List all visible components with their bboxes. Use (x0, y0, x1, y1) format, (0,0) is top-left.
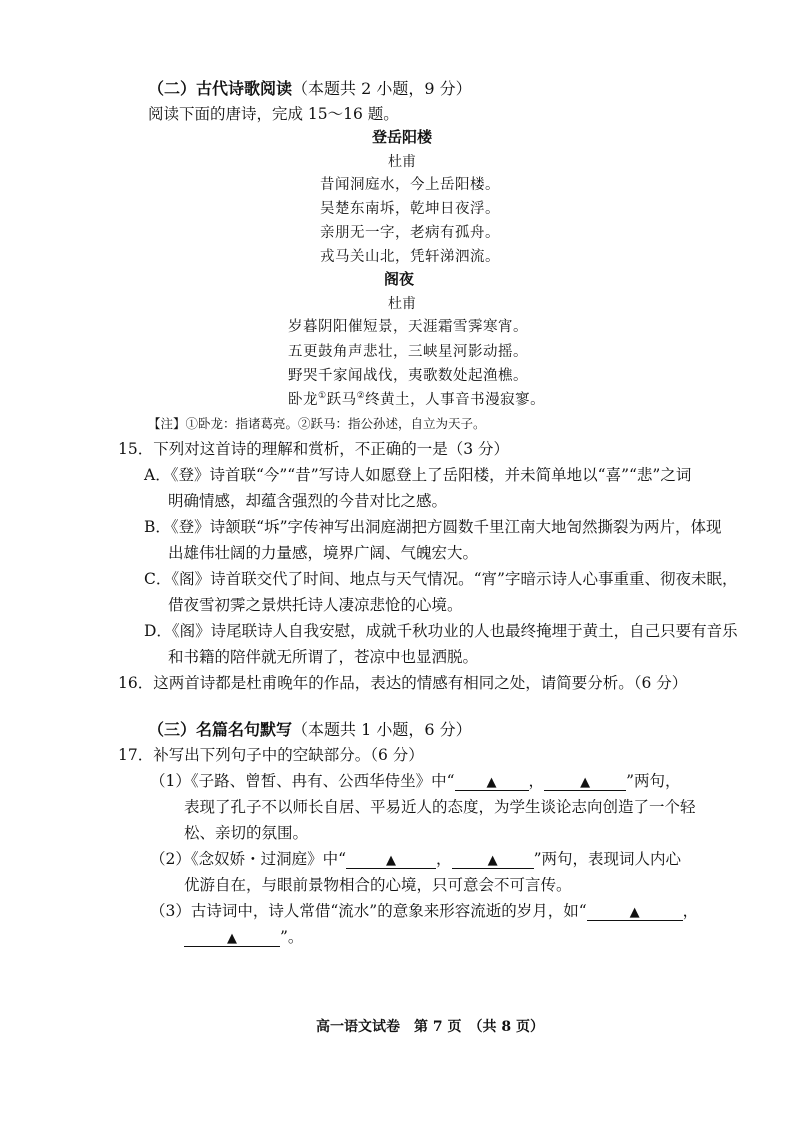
q17-part2-suffix: ”两句，表现词人内心 (533, 850, 681, 868)
section3-heading: （三）名篇名句默写 (148, 720, 293, 739)
q17-part1-comma: ， (528, 772, 545, 790)
q17-part2-line2: 优游自在，与眼前景物相合的心境，只可意会不可言传。 (184, 876, 572, 894)
poem2-line-4-c: 终黄土，人事音书漫寂寥。 (365, 392, 546, 408)
q17-part1-blank-1[interactable] (455, 772, 529, 791)
poem1-line-3: 亲朋无一字，老病有孤舟。 (320, 225, 500, 241)
poem2-title: 阁夜 (384, 270, 415, 288)
q17-part3-line1 (150, 899, 698, 921)
section2-instruction: 阅读下面的唐诗，完成 15～16 题。 (148, 105, 399, 123)
q17-part2-comma: ， (436, 850, 452, 868)
blank-marker-icon: ▲ (487, 853, 498, 868)
q17-part1-line3: 松、亲切的氛围。 (184, 824, 309, 842)
page-footer: 高一语文试卷 第 7 页 （共 8 页） (316, 1019, 544, 1035)
q17-part2-blank-2[interactable] (452, 850, 534, 869)
q17-part3-comma: ， (682, 902, 699, 920)
poem1-author: 杜甫 (388, 154, 416, 170)
poem2-line-4-b: 跃马 (326, 392, 357, 408)
q15-stem: 15．下列对这首诗的理解和赏析，不正确的一是（3 分） (118, 440, 510, 458)
poem1-title: 登岳阳楼 (372, 128, 433, 146)
q17-stem: 17．补写出下列句子中的空缺部分。（6 分） (118, 746, 424, 764)
section2-heading-row (148, 76, 472, 99)
q17-part2-prefix: （2）《念奴娇・过洞庭》中“ (150, 850, 347, 868)
q17-part1-suffix: ”两句， (626, 772, 681, 790)
q15-option-d-line1: D．《阁》诗尾联诗人自我安慰，成就千秋功业的人也最终掩埋于黄土，自己只要有音乐 (144, 622, 738, 640)
footnote-ref-2: ② (356, 391, 366, 402)
q17-part3-blank-1[interactable] (587, 902, 683, 921)
q17-part1-line1 (150, 769, 681, 791)
q15-option-b-line2: 出雄伟壮阔的力量感，境界广阔、气魄宏大。 (168, 544, 479, 562)
poem1-line-4: 戎马关山北，凭轩涕泗流。 (320, 249, 500, 265)
q17-part3-line2 (184, 925, 303, 947)
poem1-line-2: 吴楚东南坼，乾坤日夜浮。 (320, 201, 500, 217)
poem2-line-4-a: 卧龙 (288, 392, 318, 408)
blank-marker-icon: ▲ (486, 775, 497, 790)
q15-option-c-line1: C．《阁》诗首联交代了时间、地点与天气情况。“宵”字暗示诗人心事重重、彻夜未眠， (144, 570, 738, 588)
q15-option-d-line2: 和书籍的陪伴就无所谓了，苍凉中也显洒脱。 (168, 648, 479, 666)
q15-option-a-line2: 明确情感，却蕴含强烈的今昔对比之感。 (168, 492, 448, 510)
blank-marker-icon: ▲ (386, 853, 397, 868)
q17-part3-end: ”。 (280, 928, 304, 946)
q15-option-c-line2: 借夜雪初霁之景烘托诗人凄凉悲怆的心境。 (168, 596, 463, 614)
footnote-ref-1: ① (318, 391, 327, 402)
poem2-line-3: 野哭千家闻战伐，夷歌数处起渔樵。 (288, 368, 528, 384)
q17-part3-prefix: （3）古诗词中，诗人常借“流水”的意象来形容流逝的岁月，如“ (150, 902, 587, 920)
q17-part1-line2: 表现了孔子不以师长自居、平易近人的态度，为学生谈论志向创造了一个轻 (184, 798, 696, 816)
section2-heading: （二）古代诗歌阅读 (148, 79, 293, 98)
poem-note: 【注】①卧龙：指诸葛亮。②跃马：指公孙述，自立为天子。 (148, 416, 486, 431)
blank-marker-icon: ▲ (227, 931, 237, 946)
section3-heading-row (148, 717, 472, 740)
poem2-line-4 (288, 388, 545, 409)
poem2-line-2: 五更鼓角声悲壮，三峡星河影动摇。 (288, 344, 528, 360)
blank-marker-icon: ▲ (580, 775, 591, 790)
q17-part2-line1 (150, 847, 681, 869)
section3-heading-note: （本题共 1 小题，6 分） (292, 720, 472, 739)
q17-part1-prefix: （1）《子路、曾皙、冉有、公西华侍坐》中“ (150, 772, 455, 790)
poem2-line-1: 岁暮阴阳催短景，天涯霜雪霁寒宵。 (288, 319, 528, 335)
blank-marker-icon: ▲ (629, 905, 640, 920)
q15-option-b-line1: B．《登》诗颔联“坼”字传神写出洞庭湖把方圆数千里江南大地訇然撕裂为两片，体现 (144, 518, 722, 536)
section2-heading-note: （本题共 2 小题，9 分） (292, 79, 472, 98)
q17-part3-blank-2[interactable] (184, 928, 280, 947)
q17-part1-blank-2[interactable] (544, 772, 626, 791)
q17-part2-blank-1[interactable] (346, 850, 436, 869)
q15-option-a-line1: A．《登》诗首联“今”“昔”写诗人如愿登上了岳阳楼，并未简单地以“喜”“悲”之词 (144, 466, 692, 484)
q16-stem: 16．这两首诗都是杜甫晚年的作品，表达的情感有相同之处，请简要分析。（6 分） (118, 674, 688, 692)
poem2-author: 杜甫 (388, 296, 416, 312)
poem1-line-1: 昔闻洞庭水，今上岳阳楼。 (320, 177, 500, 193)
